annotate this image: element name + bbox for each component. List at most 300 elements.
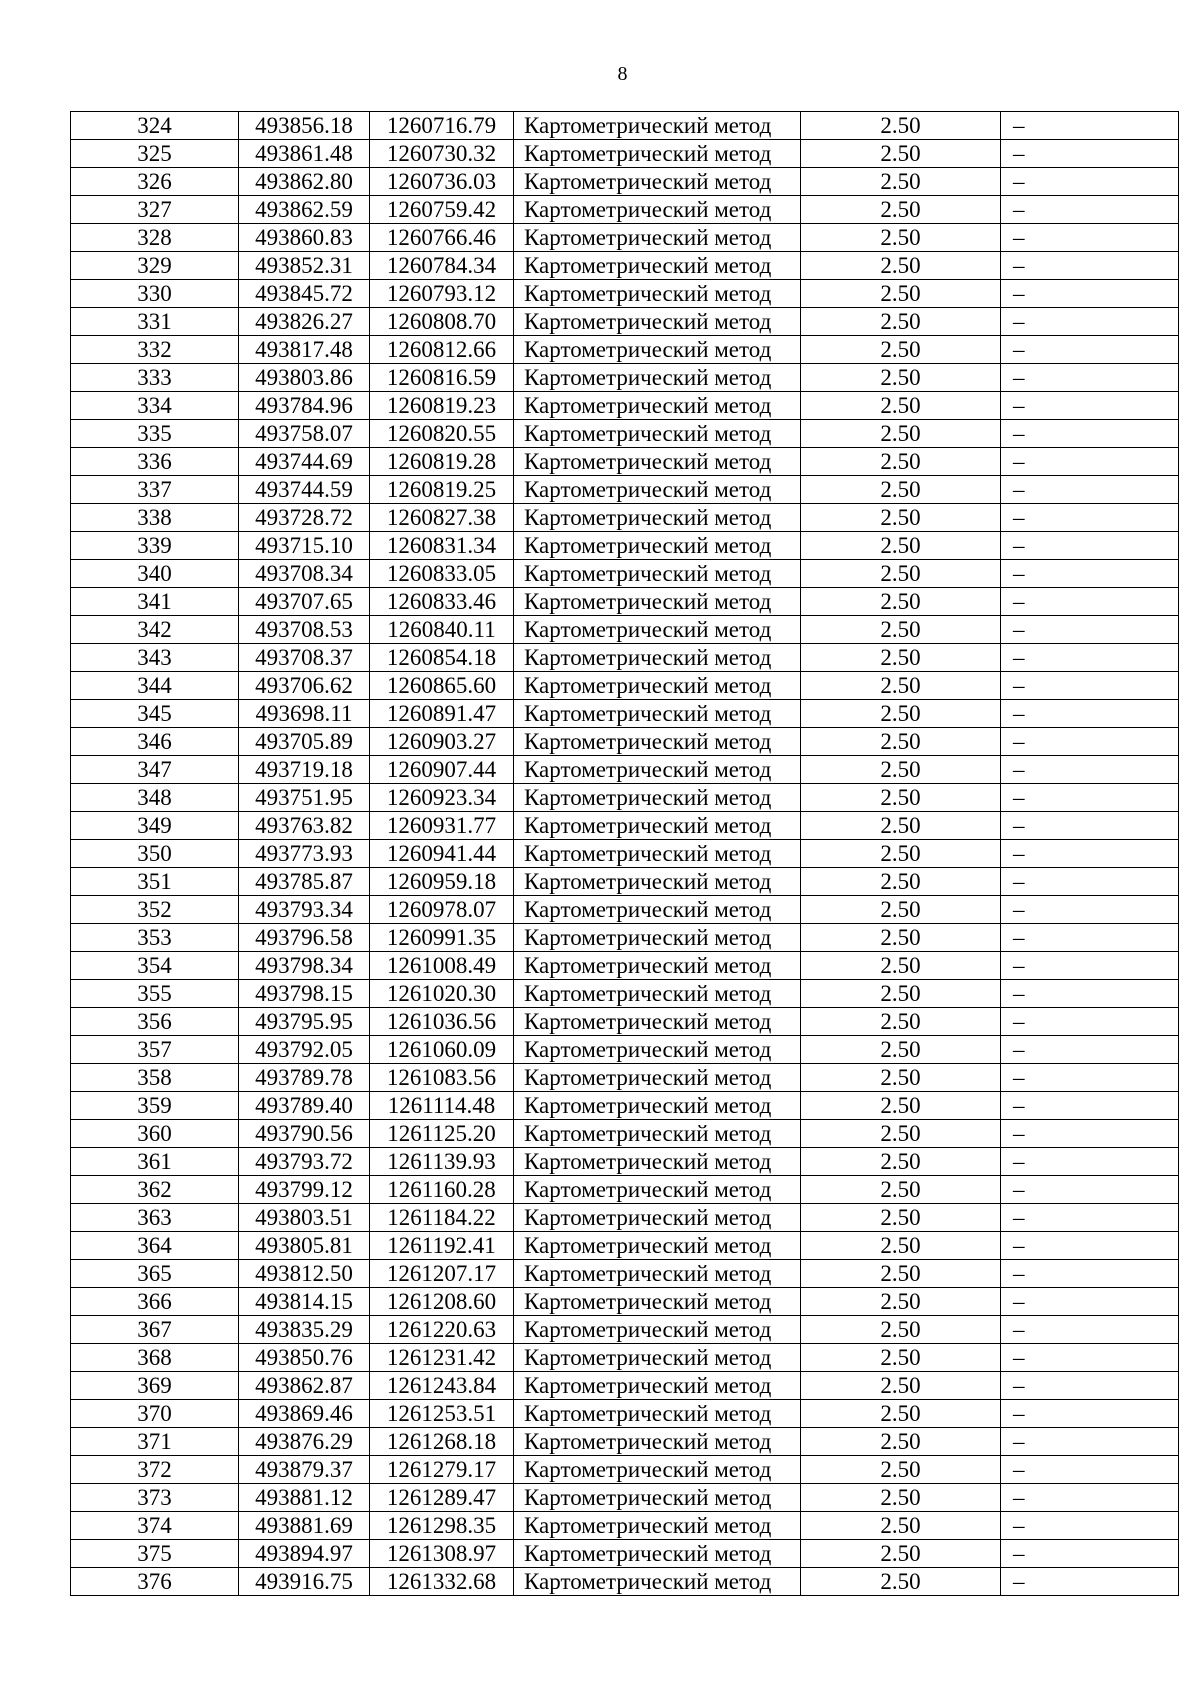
y-coordinate-cell: 1260991.35 xyxy=(370,924,514,952)
accuracy-cell: 2.50 xyxy=(801,420,1001,448)
accuracy-cell: 2.50 xyxy=(801,1036,1001,1064)
note-cell: – xyxy=(1001,1120,1179,1148)
point-number-cell: 328 xyxy=(71,224,239,252)
y-coordinate-cell: 1261243.84 xyxy=(370,1372,514,1400)
accuracy-cell: 2.50 xyxy=(801,616,1001,644)
x-coordinate-cell: 493793.34 xyxy=(239,896,370,924)
method-cell: Картометрический метод xyxy=(514,168,801,196)
method-cell: Картометрический метод xyxy=(514,672,801,700)
accuracy-cell: 2.50 xyxy=(801,1316,1001,1344)
accuracy-cell: 2.50 xyxy=(801,1092,1001,1120)
x-coordinate-cell: 493860.83 xyxy=(239,224,370,252)
accuracy-cell: 2.50 xyxy=(801,756,1001,784)
note-cell: – xyxy=(1001,1036,1179,1064)
table-row xyxy=(71,840,1179,868)
note-cell: – xyxy=(1001,140,1179,168)
y-coordinate-cell: 1261279.17 xyxy=(370,1456,514,1484)
method-cell: Картометрический метод xyxy=(514,504,801,532)
table-row xyxy=(71,1400,1179,1428)
note-cell: – xyxy=(1001,672,1179,700)
method-cell: Картометрический метод xyxy=(514,1008,801,1036)
x-coordinate-cell: 493876.29 xyxy=(239,1428,370,1456)
note-cell: – xyxy=(1001,196,1179,224)
point-number-cell: 353 xyxy=(71,924,239,952)
note-cell: – xyxy=(1001,896,1179,924)
table-row xyxy=(71,1428,1179,1456)
x-coordinate-cell: 493744.69 xyxy=(239,448,370,476)
method-cell: Картометрический метод xyxy=(514,924,801,952)
accuracy-cell: 2.50 xyxy=(801,1288,1001,1316)
y-coordinate-cell: 1261020.30 xyxy=(370,980,514,1008)
accuracy-cell: 2.50 xyxy=(801,868,1001,896)
note-cell: – xyxy=(1001,728,1179,756)
x-coordinate-cell: 493773.93 xyxy=(239,840,370,868)
method-cell: Картометрический метод xyxy=(514,1484,801,1512)
method-cell: Картометрический метод xyxy=(514,420,801,448)
note-cell: – xyxy=(1001,1064,1179,1092)
table-row xyxy=(71,1288,1179,1316)
point-number-cell: 345 xyxy=(71,700,239,728)
point-number-cell: 333 xyxy=(71,364,239,392)
point-number-cell: 359 xyxy=(71,1092,239,1120)
point-number-cell: 330 xyxy=(71,280,239,308)
table-row xyxy=(71,1036,1179,1064)
x-coordinate-cell: 493792.05 xyxy=(239,1036,370,1064)
note-cell: – xyxy=(1001,812,1179,840)
y-coordinate-cell: 1261231.42 xyxy=(370,1344,514,1372)
method-cell: Картометрический метод xyxy=(514,588,801,616)
coordinates-table-body xyxy=(71,112,1179,1596)
y-coordinate-cell: 1260820.55 xyxy=(370,420,514,448)
accuracy-cell: 2.50 xyxy=(801,532,1001,560)
method-cell: Картометрический метод xyxy=(514,532,801,560)
point-number-cell: 365 xyxy=(71,1260,239,1288)
table-row xyxy=(71,616,1179,644)
method-cell: Картометрический метод xyxy=(514,308,801,336)
accuracy-cell: 2.50 xyxy=(801,924,1001,952)
accuracy-cell: 2.50 xyxy=(801,1008,1001,1036)
table-row xyxy=(71,140,1179,168)
table-row xyxy=(71,392,1179,420)
note-cell: – xyxy=(1001,112,1179,140)
method-cell: Картометрический метод xyxy=(514,1288,801,1316)
note-cell: – xyxy=(1001,1316,1179,1344)
y-coordinate-cell: 1260978.07 xyxy=(370,896,514,924)
y-coordinate-cell: 1260816.59 xyxy=(370,364,514,392)
method-cell: Картометрический метод xyxy=(514,1260,801,1288)
y-coordinate-cell: 1260730.32 xyxy=(370,140,514,168)
table-row xyxy=(71,1484,1179,1512)
note-cell: – xyxy=(1001,336,1179,364)
note-cell: – xyxy=(1001,1008,1179,1036)
method-cell: Картометрический метод xyxy=(514,952,801,980)
note-cell: – xyxy=(1001,868,1179,896)
method-cell: Картометрический метод xyxy=(514,840,801,868)
y-coordinate-cell: 1260923.34 xyxy=(370,784,514,812)
method-cell: Картометрический метод xyxy=(514,1456,801,1484)
method-cell: Картометрический метод xyxy=(514,896,801,924)
table-row xyxy=(71,1344,1179,1372)
table-row xyxy=(71,1512,1179,1540)
y-coordinate-cell: 1261114.48 xyxy=(370,1092,514,1120)
method-cell: Картометрический метод xyxy=(514,812,801,840)
point-number-cell: 343 xyxy=(71,644,239,672)
table-row xyxy=(71,1176,1179,1204)
point-number-cell: 372 xyxy=(71,1456,239,1484)
table-row xyxy=(71,560,1179,588)
note-cell: – xyxy=(1001,1232,1179,1260)
point-number-cell: 340 xyxy=(71,560,239,588)
x-coordinate-cell: 493784.96 xyxy=(239,392,370,420)
y-coordinate-cell: 1260808.70 xyxy=(370,308,514,336)
y-coordinate-cell: 1261083.56 xyxy=(370,1064,514,1092)
point-number-cell: 346 xyxy=(71,728,239,756)
x-coordinate-cell: 493796.58 xyxy=(239,924,370,952)
x-coordinate-cell: 493789.40 xyxy=(239,1092,370,1120)
x-coordinate-cell: 493862.80 xyxy=(239,168,370,196)
x-coordinate-cell: 493706.62 xyxy=(239,672,370,700)
table-row xyxy=(71,1372,1179,1400)
point-number-cell: 342 xyxy=(71,616,239,644)
table-row xyxy=(71,112,1179,140)
point-number-cell: 339 xyxy=(71,532,239,560)
point-number-cell: 376 xyxy=(71,1568,239,1596)
y-coordinate-cell: 1260784.34 xyxy=(370,252,514,280)
method-cell: Картометрический метод xyxy=(514,616,801,644)
table-row xyxy=(71,1568,1179,1596)
accuracy-cell: 2.50 xyxy=(801,1512,1001,1540)
note-cell: – xyxy=(1001,1288,1179,1316)
point-number-cell: 332 xyxy=(71,336,239,364)
y-coordinate-cell: 1260931.77 xyxy=(370,812,514,840)
accuracy-cell: 2.50 xyxy=(801,168,1001,196)
y-coordinate-cell: 1261207.17 xyxy=(370,1260,514,1288)
point-number-cell: 352 xyxy=(71,896,239,924)
table-row xyxy=(71,476,1179,504)
x-coordinate-cell: 493862.59 xyxy=(239,196,370,224)
method-cell: Картометрический метод xyxy=(514,364,801,392)
table-row xyxy=(71,1148,1179,1176)
point-number-cell: 338 xyxy=(71,504,239,532)
y-coordinate-cell: 1261160.28 xyxy=(370,1176,514,1204)
accuracy-cell: 2.50 xyxy=(801,1540,1001,1568)
note-cell: – xyxy=(1001,168,1179,196)
point-number-cell: 337 xyxy=(71,476,239,504)
x-coordinate-cell: 493861.48 xyxy=(239,140,370,168)
table-row xyxy=(71,532,1179,560)
note-cell: – xyxy=(1001,952,1179,980)
method-cell: Картометрический метод xyxy=(514,560,801,588)
y-coordinate-cell: 1260827.38 xyxy=(370,504,514,532)
accuracy-cell: 2.50 xyxy=(801,700,1001,728)
accuracy-cell: 2.50 xyxy=(801,392,1001,420)
point-number-cell: 349 xyxy=(71,812,239,840)
accuracy-cell: 2.50 xyxy=(801,1148,1001,1176)
method-cell: Картометрический метод xyxy=(514,1400,801,1428)
method-cell: Картометрический метод xyxy=(514,1316,801,1344)
method-cell: Картометрический метод xyxy=(514,644,801,672)
x-coordinate-cell: 493798.15 xyxy=(239,980,370,1008)
note-cell: – xyxy=(1001,588,1179,616)
x-coordinate-cell: 493758.07 xyxy=(239,420,370,448)
x-coordinate-cell: 493916.75 xyxy=(239,1568,370,1596)
note-cell: – xyxy=(1001,504,1179,532)
accuracy-cell: 2.50 xyxy=(801,112,1001,140)
method-cell: Картометрический метод xyxy=(514,980,801,1008)
accuracy-cell: 2.50 xyxy=(801,1344,1001,1372)
y-coordinate-cell: 1260819.28 xyxy=(370,448,514,476)
y-coordinate-cell: 1260865.60 xyxy=(370,672,514,700)
table-row xyxy=(71,896,1179,924)
point-number-cell: 351 xyxy=(71,868,239,896)
accuracy-cell: 2.50 xyxy=(801,728,1001,756)
y-coordinate-cell: 1260819.23 xyxy=(370,392,514,420)
accuracy-cell: 2.50 xyxy=(801,1176,1001,1204)
x-coordinate-cell: 493812.50 xyxy=(239,1260,370,1288)
table-row xyxy=(71,728,1179,756)
accuracy-cell: 2.50 xyxy=(801,560,1001,588)
page-number: 8 xyxy=(617,63,628,85)
note-cell: – xyxy=(1001,1456,1179,1484)
method-cell: Картометрический метод xyxy=(514,728,801,756)
table-row xyxy=(71,784,1179,812)
table-row xyxy=(71,812,1179,840)
point-number-cell: 354 xyxy=(71,952,239,980)
note-cell: – xyxy=(1001,308,1179,336)
y-coordinate-cell: 1260759.42 xyxy=(370,196,514,224)
accuracy-cell: 2.50 xyxy=(801,588,1001,616)
point-number-cell: 362 xyxy=(71,1176,239,1204)
y-coordinate-cell: 1260833.05 xyxy=(370,560,514,588)
table-row xyxy=(71,700,1179,728)
x-coordinate-cell: 493814.15 xyxy=(239,1288,370,1316)
note-cell: – xyxy=(1001,616,1179,644)
table-row xyxy=(71,196,1179,224)
accuracy-cell: 2.50 xyxy=(801,952,1001,980)
accuracy-cell: 2.50 xyxy=(801,224,1001,252)
table-row xyxy=(71,168,1179,196)
accuracy-cell: 2.50 xyxy=(801,1400,1001,1428)
note-cell: – xyxy=(1001,1540,1179,1568)
method-cell: Картометрический метод xyxy=(514,196,801,224)
x-coordinate-cell: 493707.65 xyxy=(239,588,370,616)
point-number-cell: 325 xyxy=(71,140,239,168)
note-cell: – xyxy=(1001,1400,1179,1428)
point-number-cell: 373 xyxy=(71,1484,239,1512)
y-coordinate-cell: 1260891.47 xyxy=(370,700,514,728)
point-number-cell: 344 xyxy=(71,672,239,700)
note-cell: – xyxy=(1001,700,1179,728)
accuracy-cell: 2.50 xyxy=(801,644,1001,672)
accuracy-cell: 2.50 xyxy=(801,896,1001,924)
note-cell: – xyxy=(1001,1428,1179,1456)
accuracy-cell: 2.50 xyxy=(801,504,1001,532)
note-cell: – xyxy=(1001,1512,1179,1540)
method-cell: Картометрический метод xyxy=(514,756,801,784)
table-row xyxy=(71,504,1179,532)
y-coordinate-cell: 1260959.18 xyxy=(370,868,514,896)
note-cell: – xyxy=(1001,252,1179,280)
y-coordinate-cell: 1260819.25 xyxy=(370,476,514,504)
y-coordinate-cell: 1261036.56 xyxy=(370,1008,514,1036)
point-number-cell: 350 xyxy=(71,840,239,868)
x-coordinate-cell: 493795.95 xyxy=(239,1008,370,1036)
x-coordinate-cell: 493850.76 xyxy=(239,1344,370,1372)
table-row xyxy=(71,1456,1179,1484)
note-cell: – xyxy=(1001,224,1179,252)
x-coordinate-cell: 493728.72 xyxy=(239,504,370,532)
point-number-cell: 366 xyxy=(71,1288,239,1316)
table-row xyxy=(71,1260,1179,1288)
x-coordinate-cell: 493719.18 xyxy=(239,756,370,784)
method-cell: Картометрический метод xyxy=(514,1092,801,1120)
note-cell: – xyxy=(1001,644,1179,672)
accuracy-cell: 2.50 xyxy=(801,672,1001,700)
method-cell: Картометрический метод xyxy=(514,1120,801,1148)
y-coordinate-cell: 1260903.27 xyxy=(370,728,514,756)
note-cell: – xyxy=(1001,1204,1179,1232)
method-cell: Картометрический метод xyxy=(514,448,801,476)
x-coordinate-cell: 493789.78 xyxy=(239,1064,370,1092)
x-coordinate-cell: 493708.53 xyxy=(239,616,370,644)
point-number-cell: 368 xyxy=(71,1344,239,1372)
y-coordinate-cell: 1260716.79 xyxy=(370,112,514,140)
accuracy-cell: 2.50 xyxy=(801,476,1001,504)
point-number-cell: 370 xyxy=(71,1400,239,1428)
y-coordinate-cell: 1261332.68 xyxy=(370,1568,514,1596)
y-coordinate-cell: 1260812.66 xyxy=(370,336,514,364)
point-number-cell: 367 xyxy=(71,1316,239,1344)
method-cell: Картометрический метод xyxy=(514,1148,801,1176)
table-row xyxy=(71,672,1179,700)
point-number-cell: 358 xyxy=(71,1064,239,1092)
point-number-cell: 363 xyxy=(71,1204,239,1232)
method-cell: Картометрический метод xyxy=(514,140,801,168)
point-number-cell: 331 xyxy=(71,308,239,336)
point-number-cell: 355 xyxy=(71,980,239,1008)
note-cell: – xyxy=(1001,784,1179,812)
y-coordinate-cell: 1261008.49 xyxy=(370,952,514,980)
x-coordinate-cell: 493881.12 xyxy=(239,1484,370,1512)
accuracy-cell: 2.50 xyxy=(801,840,1001,868)
point-number-cell: 371 xyxy=(71,1428,239,1456)
method-cell: Картометрический метод xyxy=(514,392,801,420)
x-coordinate-cell: 493835.29 xyxy=(239,1316,370,1344)
y-coordinate-cell: 1260833.46 xyxy=(370,588,514,616)
method-cell: Картометрический метод xyxy=(514,1372,801,1400)
coordinates-table xyxy=(70,111,1179,1596)
accuracy-cell: 2.50 xyxy=(801,980,1001,1008)
table-row xyxy=(71,1232,1179,1260)
y-coordinate-cell: 1260831.34 xyxy=(370,532,514,560)
accuracy-cell: 2.50 xyxy=(801,336,1001,364)
point-number-cell: 324 xyxy=(71,112,239,140)
table-row xyxy=(71,336,1179,364)
x-coordinate-cell: 493790.56 xyxy=(239,1120,370,1148)
point-number-cell: 361 xyxy=(71,1148,239,1176)
table-row xyxy=(71,980,1179,1008)
y-coordinate-cell: 1260840.11 xyxy=(370,616,514,644)
note-cell: – xyxy=(1001,392,1179,420)
accuracy-cell: 2.50 xyxy=(801,280,1001,308)
note-cell: – xyxy=(1001,756,1179,784)
y-coordinate-cell: 1261060.09 xyxy=(370,1036,514,1064)
method-cell: Картометрический метод xyxy=(514,476,801,504)
table-row xyxy=(71,1540,1179,1568)
note-cell: – xyxy=(1001,448,1179,476)
point-number-cell: 327 xyxy=(71,196,239,224)
y-coordinate-cell: 1261253.51 xyxy=(370,1400,514,1428)
x-coordinate-cell: 493845.72 xyxy=(239,280,370,308)
method-cell: Картометрический метод xyxy=(514,1036,801,1064)
y-coordinate-cell: 1261208.60 xyxy=(370,1288,514,1316)
y-coordinate-cell: 1261184.22 xyxy=(370,1204,514,1232)
x-coordinate-cell: 493751.95 xyxy=(239,784,370,812)
table-row xyxy=(71,280,1179,308)
note-cell: – xyxy=(1001,1372,1179,1400)
method-cell: Картометрический метод xyxy=(514,1344,801,1372)
x-coordinate-cell: 493793.72 xyxy=(239,1148,370,1176)
x-coordinate-cell: 493869.46 xyxy=(239,1400,370,1428)
table-row xyxy=(71,924,1179,952)
accuracy-cell: 2.50 xyxy=(801,1064,1001,1092)
y-coordinate-cell: 1261298.35 xyxy=(370,1512,514,1540)
note-cell: – xyxy=(1001,924,1179,952)
point-number-cell: 375 xyxy=(71,1540,239,1568)
point-number-cell: 341 xyxy=(71,588,239,616)
table-row xyxy=(71,868,1179,896)
x-coordinate-cell: 493803.86 xyxy=(239,364,370,392)
note-cell: – xyxy=(1001,1344,1179,1372)
table-row xyxy=(71,1092,1179,1120)
y-coordinate-cell: 1261139.93 xyxy=(370,1148,514,1176)
x-coordinate-cell: 493894.97 xyxy=(239,1540,370,1568)
table-row xyxy=(71,756,1179,784)
point-number-cell: 356 xyxy=(71,1008,239,1036)
point-number-cell: 348 xyxy=(71,784,239,812)
note-cell: – xyxy=(1001,560,1179,588)
accuracy-cell: 2.50 xyxy=(801,308,1001,336)
table-row xyxy=(71,252,1179,280)
method-cell: Картометрический метод xyxy=(514,1232,801,1260)
point-number-cell: 326 xyxy=(71,168,239,196)
table-row xyxy=(71,224,1179,252)
x-coordinate-cell: 493805.81 xyxy=(239,1232,370,1260)
y-coordinate-cell: 1260854.18 xyxy=(370,644,514,672)
table-row xyxy=(71,644,1179,672)
x-coordinate-cell: 493817.48 xyxy=(239,336,370,364)
method-cell: Картометрический метод xyxy=(514,112,801,140)
method-cell: Картометрический метод xyxy=(514,1204,801,1232)
y-coordinate-cell: 1260907.44 xyxy=(370,756,514,784)
accuracy-cell: 2.50 xyxy=(801,1428,1001,1456)
accuracy-cell: 2.50 xyxy=(801,1456,1001,1484)
note-cell: – xyxy=(1001,1092,1179,1120)
x-coordinate-cell: 493856.18 xyxy=(239,112,370,140)
method-cell: Картометрический метод xyxy=(514,868,801,896)
table-row xyxy=(71,1316,1179,1344)
table-row xyxy=(71,1120,1179,1148)
note-cell: – xyxy=(1001,1484,1179,1512)
point-number-cell: 364 xyxy=(71,1232,239,1260)
accuracy-cell: 2.50 xyxy=(801,1120,1001,1148)
accuracy-cell: 2.50 xyxy=(801,784,1001,812)
table-row xyxy=(71,420,1179,448)
y-coordinate-cell: 1260941.44 xyxy=(370,840,514,868)
y-coordinate-cell: 1261308.97 xyxy=(370,1540,514,1568)
note-cell: – xyxy=(1001,980,1179,1008)
table-row xyxy=(71,588,1179,616)
